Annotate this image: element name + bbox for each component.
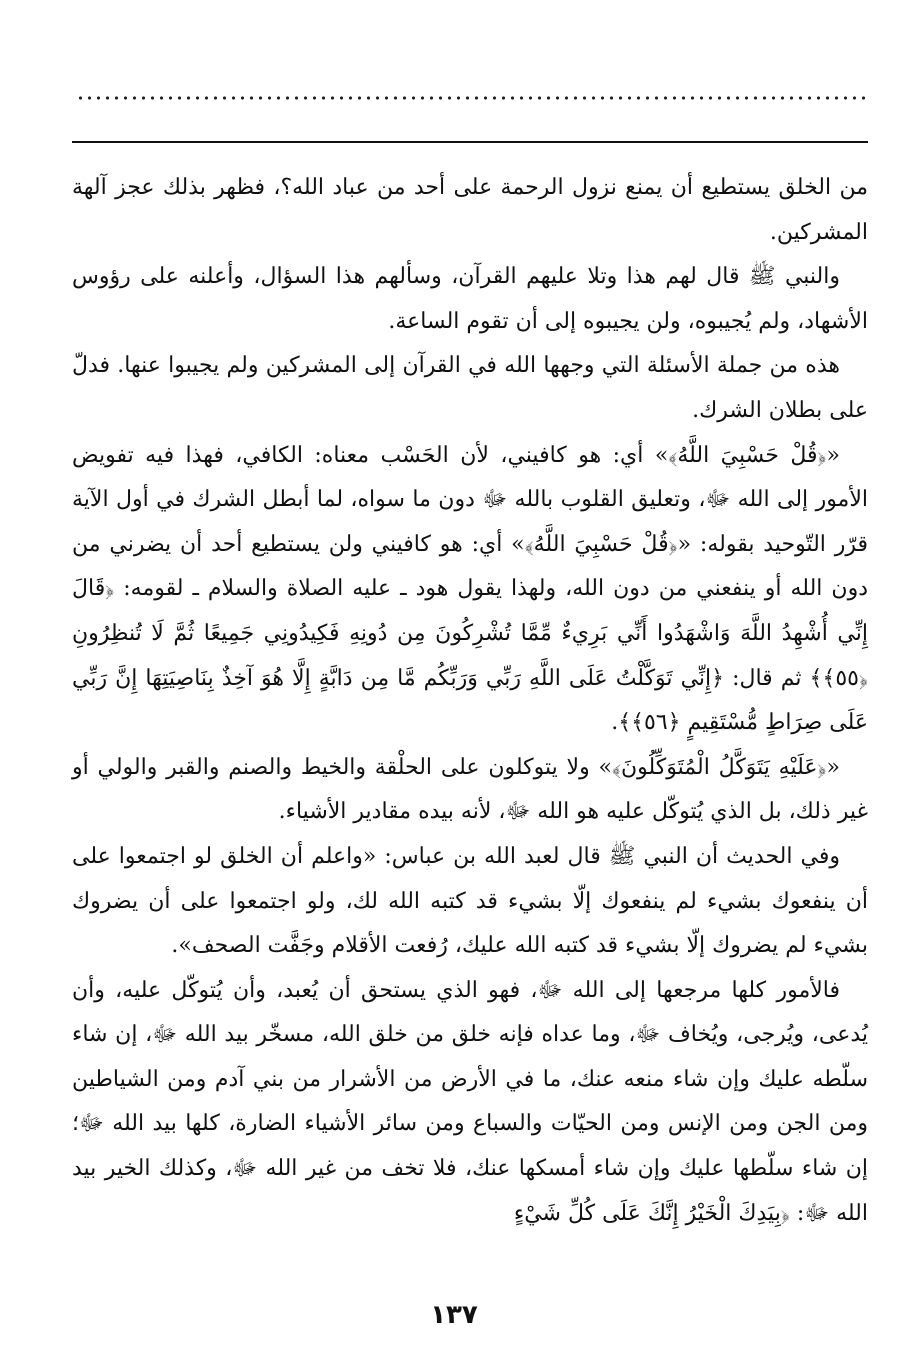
- paragraph-5: «﴿عَلَيْهِ يَتَوَكَّلُ الْمُتَوَكِّلُونَ﴾» ولا يتوكلون على الحلْقة والخيط والصنم والقبر والولي أو غير ذلك، بل الذي يُتوكّل عليه هو الله ﷻ، لأنه بيده مقادير الأشياء.: [72, 754, 868, 825]
- paragraph-3: هذه من جملة الأسئلة التي وجهها الله في القرآن إلى المشركين ولم يجيبوا عنها. فدلّ على بطلان الشرك.: [72, 353, 868, 423]
- paragraph-4: «﴿قُلْ حَسْبِيَ اللَّهُ﴾» أي: هو كافيني، لأن الحَسْب معناه: الكافي، فهذا فيه تفويض الأمور إلى الله ﷻ، وتعليق القلوب بالله ﷻ دون ما سواه، لما أبطل الشرك في أول الآية قرّر التّوحيد بقوله: «﴿قُلْ حَسْبِيَ اللَّهُ﴾» أي: هو كافيني ولن يستطيع أحد أن يضرني من دون الله أو ينفعني من دون الله، ولهذا يقول هود ـ عليه الصلاة والسلام ـ لقومه: ﴿قَالَ إِنِّي أُشْهِدُ اللَّهَ وَاشْهَدُوا أَنِّي بَرِيءٌ مِّمَّا تُشْرِكُونَ مِن دُونِهِ فَكِيدُونِي جَمِيعًا ثُمَّ لَا تُنظِرُونِ ﴿٥٥﴾﴾ ثم قال: ﴿إِنِّي تَوَكَّلْتُ عَلَى اللَّهِ رَبِّي وَرَبِّكُم مَّا مِن دَابَّةٍ إِلَّا هُوَ آخِذٌ بِنَاصِيَتِهَا إِنَّ رَبِّي عَلَى صِرَاطٍ مُّسْتَقِيمٍ ﴿٥٦﴾﴾.: [72, 442, 868, 736]
- paragraph-7: فالأمور كلها مرجعها إلى الله ﷻ، فهو الذي يستحق أن يُعبد، وأن يُتوكّل عليه، وأن يُدعى، ويُرجى، ويُخاف ﷻ، وما عداه فإنه خلق من خلق الله، مسخّر بيد الله ﷻ، إن شاء سلّطه عليك وإن شاء منعه عنك، ما في الأرض من الأشرار من بني آدم ومن الشياطين ومن الجن ومن الإنس ومن الحيّات والسباع ومن سائر الأشياء الضارة، كلها بيد الله ﷻ؛ إن شاء سلّطها عليك وإن شاء أمسكها عنك، فلا تخف من غير الله ﷻ، وكذلك الخير بيد الله ﷻ: ﴿بِيَدِكَ الْخَيْرُ إِنَّكَ عَلَى كُلِّ شَيْءٍ: [72, 977, 868, 1226]
- paragraph-6: وفي الحديث أن النبي ﷺ قال لعبد الله بن عباس: «واعلم أن الخلق لو اجتمعوا على أن ينفعوك بشيء لم ينفعوك إلّا بشيء قد كتبه الله لك، ولو اجتمعوا على أن يضروك بشيء لم يضروك إلّا بشيء قد كتبه الله عليك، رُفعت الأقلام وجَفَّت الصحف».: [72, 843, 868, 959]
- page-body: [72, 166, 868, 1236]
- page-number: ١٣٧: [430, 1300, 478, 1330]
- header-dotted-line: [76, 92, 866, 104]
- paragraph-2: والنبي ﷺ قال لهم هذا وتلا عليهم القرآن، وسألهم هذا السؤال، وأعلنه على رؤوس الأشهاد، ولم يُجيبوه، ولن يجيبوه إلى أن تقوم الساعة.: [72, 264, 868, 334]
- header-rule: [72, 141, 868, 143]
- paragraph-1: من الخلق يستطيع أن يمنع نزول الرحمة على أحد من عباد الله؟، فظهر بذلك عجز آلهة المشركين.: [72, 175, 868, 245]
